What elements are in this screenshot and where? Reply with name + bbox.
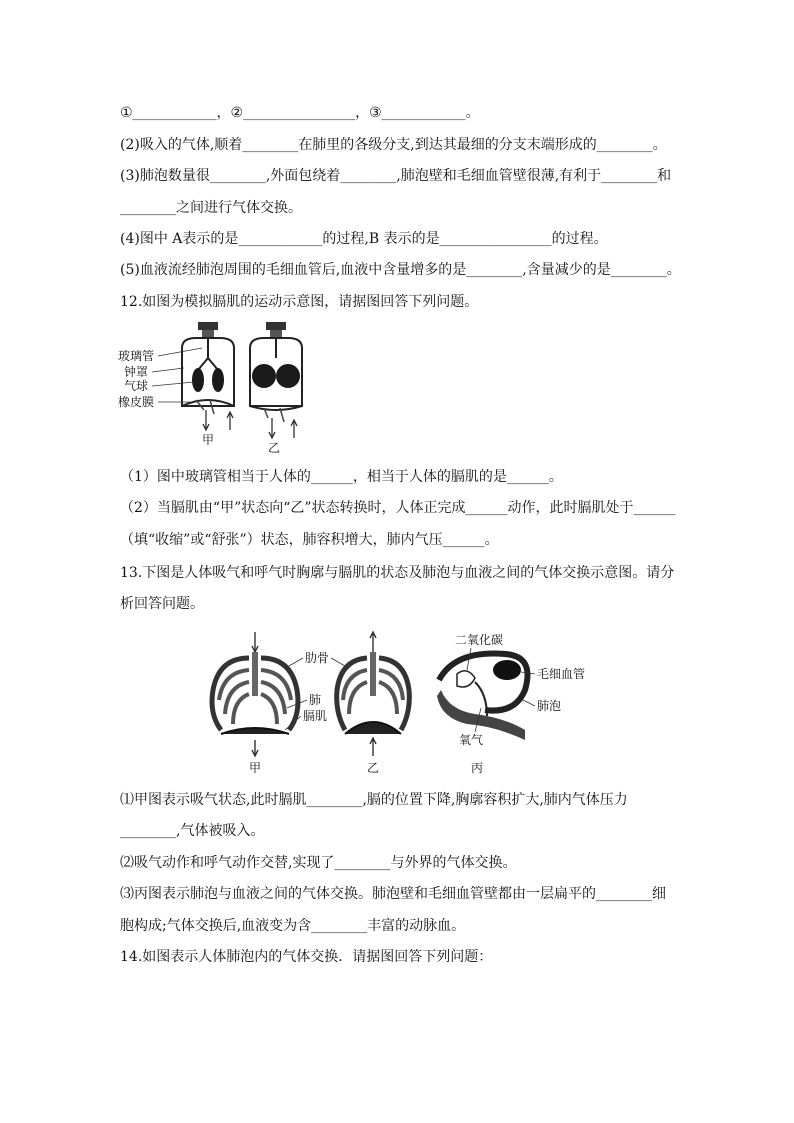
q13-title-cont: 析回答问题。 (120, 596, 204, 612)
q12-sub1: （1）图中玻璃管相当于人体的______，相当于人体的膈肌的是______。 (120, 469, 563, 485)
q11-sub2: (2)吸入的气体,顺着________在肺里的各级分支,到达其最细的分支末端形成的________。 (120, 137, 667, 153)
thorax-yi (337, 632, 410, 756)
q13-sub2: ⑵吸气动作和呼气动作交替,实现了________与外界的气体交换。 (120, 855, 517, 871)
q12-title: 12.如图为模拟膈肌的运动示意图，请据图回答下列问题。 (120, 294, 479, 310)
label-yi: 乙 (268, 441, 281, 455)
label-bell-jar: 钟罩 (124, 365, 149, 379)
label-thorax-jia: 甲 (249, 761, 262, 775)
label-o2: 氧气 (459, 733, 484, 747)
label-thorax-yi: 乙 (367, 761, 380, 775)
q13-sub3: ⑶丙图表示肺泡与血液之间的气体交换。肺泡壁和毛细血管壁都由一层扁平的________细 (120, 886, 666, 902)
bell-jar-yi (250, 322, 302, 438)
q13-sub1-cont: ________,气体被吸入。 (120, 823, 265, 839)
label-balloon: 气球 (124, 379, 149, 393)
diaphragm-model-figure (118, 318, 328, 458)
label-glass-tube: 玻璃管 (118, 349, 155, 363)
q11-sub3-cont: ________之间进行气体交换。 (120, 200, 302, 216)
q12-sub2-cont: （填“收缩”或“舒张”）状态，肺容积增大，肺内气压______。 (120, 532, 499, 548)
bell-jar-jia (182, 322, 234, 430)
q11-blank-line: ①____________，②________________，③____________。 (120, 105, 480, 121)
label-lung: 肺 (309, 693, 322, 707)
thorax-jia (212, 632, 298, 756)
label-co2: 二氧化碳 (455, 633, 504, 647)
label-bing: 丙 (471, 761, 484, 775)
label-diaphragm: 膈肌 (303, 709, 328, 723)
label-capillary: 毛细血管 (537, 667, 586, 681)
label-rib: 肋骨 (305, 651, 330, 665)
q11-sub4: (4)图中 A表示的是____________的过程,B 表示的是________________的过程。 (120, 231, 608, 247)
q11-sub5: (5)血液流经肺泡周围的毛细血管后,血液中含量增多的是________,含量减少的是________。 (120, 262, 681, 278)
thorax-alveolus-figure (205, 630, 595, 776)
q12-sub2: （2）当膈肌由“甲”状态向“乙”状态转换时，人体正完成______动作，此时膈肌处于______ (120, 500, 676, 516)
label-rubber-membrane: 橡皮膜 (118, 395, 155, 409)
alveolus-capillary (437, 654, 528, 740)
q13-sub3-cont: 胞构成;气体交换后,血液变为含________丰富的动脉血。 (120, 918, 466, 934)
q11-sub3: (3)肺泡数量很________,外面包绕着________,肺泡壁和毛细血管壁很薄,有利于________和 (120, 168, 672, 184)
label-jia: 甲 (202, 433, 215, 447)
q14-title: 14.如图表示人体肺泡内的气体交换．请据图回答下列问题： (120, 949, 493, 965)
q13-sub1: ⑴甲图表示吸气状态,此时膈肌________,膈的位置下降,胸廓容积扩大,肺内气体压力 (120, 792, 628, 808)
q13-title: 13.下图是人体吸气和呼气时胸廓与膈肌的状态及肺泡与血液之间的气体交换示意图。请分 (120, 565, 675, 581)
label-alveolus: 肺泡 (537, 699, 562, 713)
